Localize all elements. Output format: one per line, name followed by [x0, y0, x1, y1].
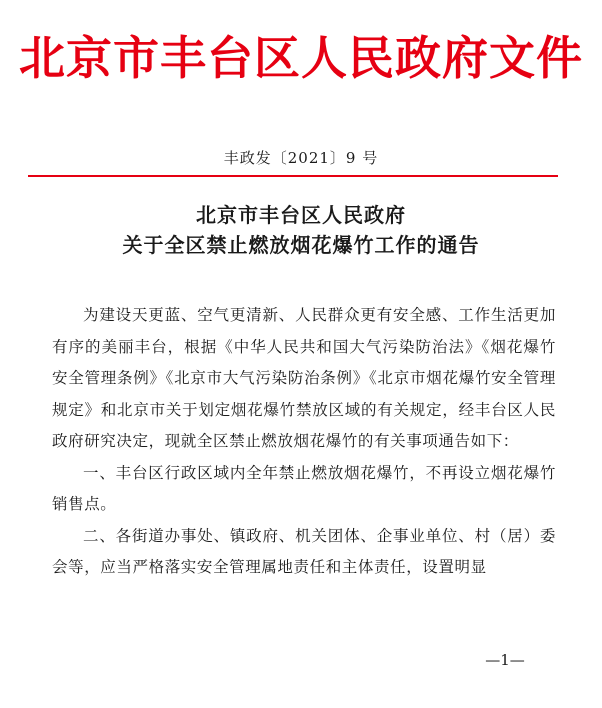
red-separator-line — [28, 175, 558, 177]
notice-body — [52, 300, 556, 584]
body-paragraph-intro: 为建设天更蓝、空气更清新、人民群众更有安全感、工作生活更加有序的美丽丰台，根据《中华人民共和国大气污染防治法》《烟花爆竹安全管理条例》《北京市大气污染防治条例》《北京市烟花爆竹安全管理规定》和北京市关于划定烟花爆竹禁放区域的有关规定，经丰台区人民政府研究决定，现就全区禁止燃放烟花爆竹的有关事项通告如下： — [52, 306, 556, 450]
page-number: —1— — [485, 651, 525, 669]
document-number: 丰政发〔2021〕9 号 — [223, 149, 379, 167]
notice-title-line-1: 北京市丰台区人民政府 — [196, 203, 406, 227]
notice-title-line-2: 关于全区禁止燃放烟花爆竹工作的通告 — [122, 233, 480, 257]
body-paragraph-item-2: 二、各街道办事处、镇政府、机关团体、企事业单位、村（居）委会等，应当严格落实安全管理属地责任和主体责任，设置明显 — [52, 526, 556, 576]
notice-title — [0, 200, 602, 260]
body-paragraph-item-1: 一、丰台区行政区域内全年禁止燃放烟花爆竹，不再设立烟花爆竹销售点。 — [52, 463, 556, 513]
document-masthead: 北京市丰台区人民政府文件 — [19, 31, 583, 85]
